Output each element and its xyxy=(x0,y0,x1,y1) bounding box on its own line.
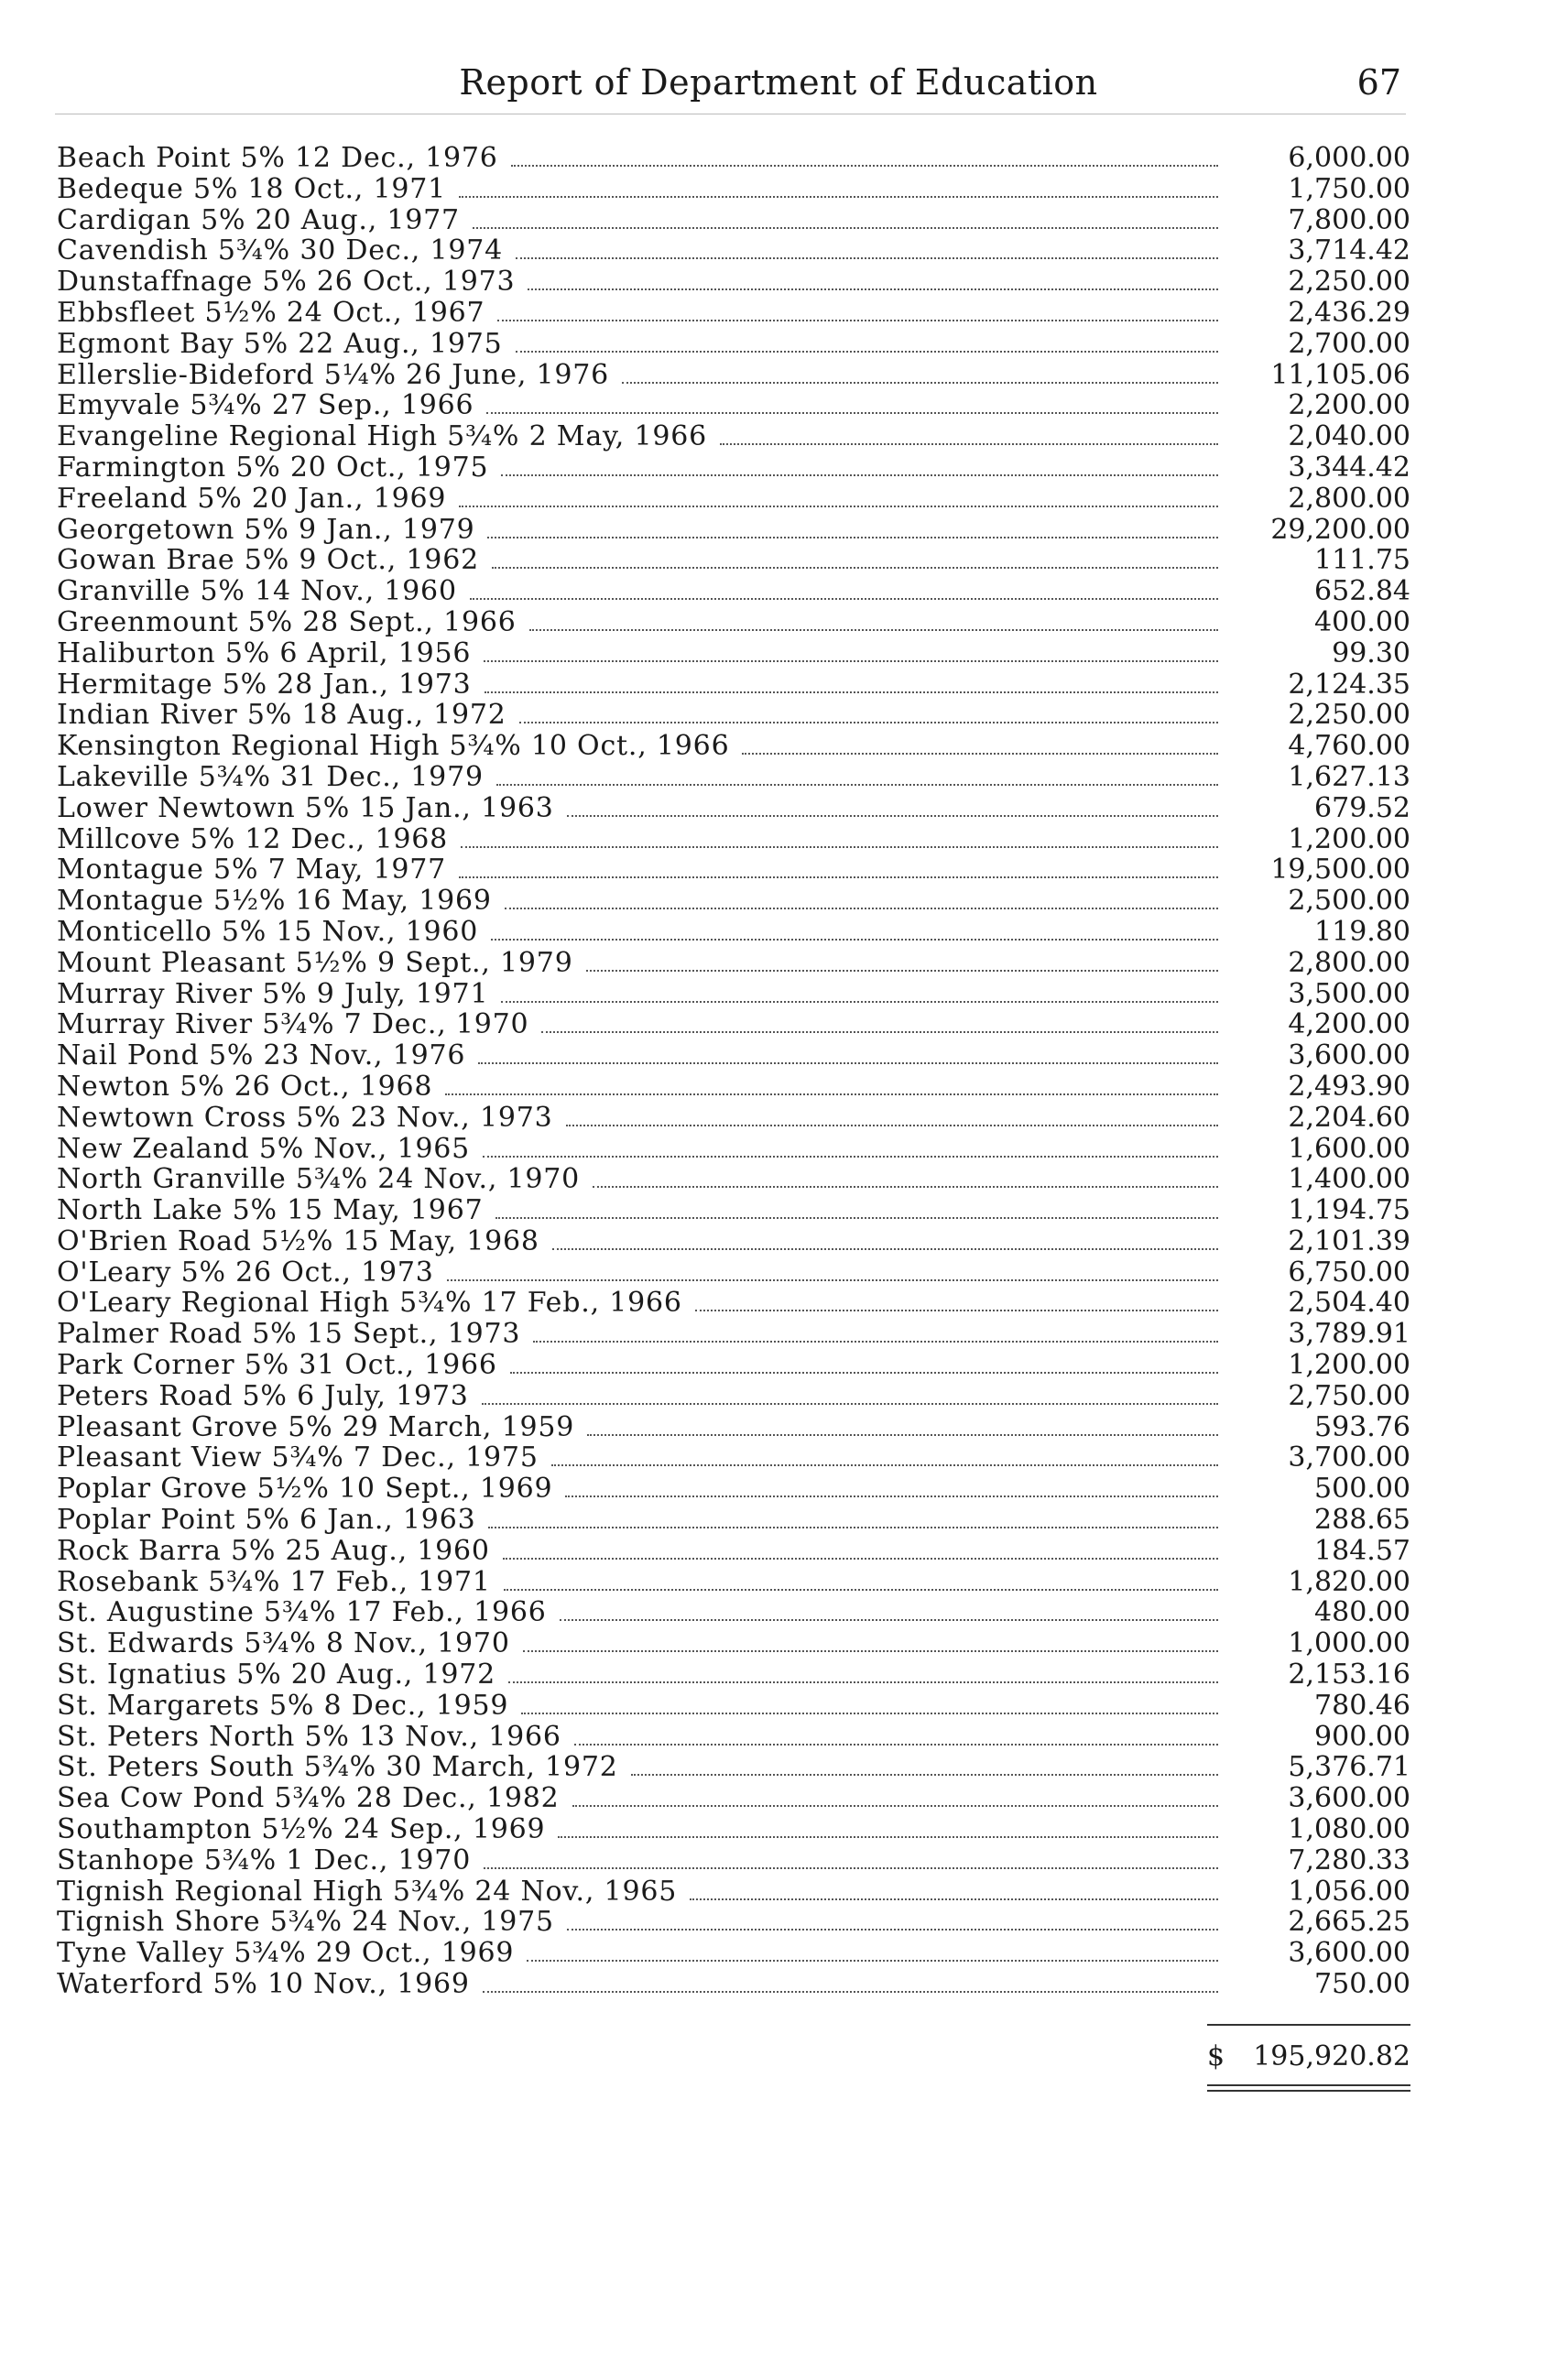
dot-leader xyxy=(483,1156,1218,1158)
entry-amount: 1,600.00 xyxy=(1288,1132,1410,1165)
entry-label: St. Peters South 5¾% 30 March, 1972 xyxy=(57,1751,618,1784)
dot-leader xyxy=(720,443,1218,445)
list-item xyxy=(57,1319,1410,1350)
list-item xyxy=(57,1597,1410,1628)
entry-label: Millcove 5% 12 Dec., 1968 xyxy=(57,822,449,855)
entry-label: Mount Pleasant 5½% 9 Sept., 1979 xyxy=(57,946,573,979)
list-item xyxy=(57,1722,1410,1753)
page-title: Report of Department of Education xyxy=(459,62,1098,103)
entry-label: Park Corner 5% 31 Oct., 1966 xyxy=(57,1349,497,1382)
entry-amount: 780.46 xyxy=(1314,1689,1410,1722)
entry-amount: 652.84 xyxy=(1314,575,1410,608)
list-item xyxy=(57,1164,1410,1195)
list-item xyxy=(57,1536,1410,1567)
entry-label: Greenmount 5% 28 Sept., 1966 xyxy=(57,605,517,638)
dot-leader xyxy=(527,1960,1218,1962)
list-item xyxy=(57,298,1410,329)
list-item xyxy=(57,360,1410,391)
dot-leader xyxy=(572,1805,1218,1807)
entry-amount: 119.80 xyxy=(1314,915,1410,948)
entry-label: Dunstaffnage 5% 26 Oct., 1973 xyxy=(57,266,516,299)
entry-label: Egmont Bay 5% 22 Aug., 1975 xyxy=(57,327,503,360)
total-amount: 195,920.82 xyxy=(1253,2040,1410,2072)
entry-amount: 3,700.00 xyxy=(1288,1441,1410,1474)
entry-amount: 2,665.25 xyxy=(1288,1906,1410,1939)
entry-amount: 6,750.00 xyxy=(1288,1256,1410,1289)
entry-amount: 750.00 xyxy=(1314,1968,1410,2001)
list-item xyxy=(57,1938,1410,1969)
list-item xyxy=(57,421,1410,452)
list-item xyxy=(57,1783,1410,1814)
list-item xyxy=(57,979,1410,1010)
dot-leader xyxy=(560,1619,1218,1621)
dot-leader xyxy=(558,1836,1218,1838)
entry-label: Peters Road 5% 6 July, 1973 xyxy=(57,1379,469,1412)
list-item xyxy=(57,1226,1410,1257)
dot-leader xyxy=(459,196,1218,198)
list-item xyxy=(57,1103,1410,1134)
list-item xyxy=(57,1071,1410,1103)
dot-leader xyxy=(503,1558,1218,1560)
entry-label: St. Augustine 5¾% 17 Feb., 1966 xyxy=(57,1596,547,1629)
entry-amount: 1,200.00 xyxy=(1288,1349,1410,1382)
entry-label: Kensington Regional High 5¾% 10 Oct., 1966 xyxy=(57,730,730,763)
dot-leader xyxy=(485,691,1218,693)
entry-amount: 2,700.00 xyxy=(1288,327,1410,360)
list-item xyxy=(57,1288,1410,1319)
entry-amount: 1,194.75 xyxy=(1288,1194,1410,1227)
entry-amount: 7,800.00 xyxy=(1288,203,1410,236)
dot-leader xyxy=(483,1991,1218,1993)
dot-leader xyxy=(459,506,1218,507)
list-item xyxy=(57,854,1410,886)
entry-label: Lower Newtown 5% 15 Jan., 1963 xyxy=(57,791,554,824)
entry-label: Ebbsfleet 5½% 24 Oct., 1967 xyxy=(57,296,485,329)
entry-label: Georgetown 5% 9 Jan., 1979 xyxy=(57,513,475,546)
entry-amount: 7,280.33 xyxy=(1288,1844,1410,1876)
entry-label: Poplar Grove 5½% 10 Sept., 1969 xyxy=(57,1473,553,1506)
list-item xyxy=(57,1505,1410,1536)
page-number: 67 xyxy=(1356,62,1401,103)
total-row xyxy=(1207,2039,1410,2075)
entry-amount: 1,820.00 xyxy=(1288,1565,1410,1598)
entry-amount: 3,789.91 xyxy=(1288,1318,1410,1351)
dot-leader xyxy=(533,1341,1218,1343)
entry-label: O'Brien Road 5½% 15 May, 1968 xyxy=(57,1224,539,1257)
list-item xyxy=(57,638,1410,669)
dot-leader xyxy=(541,1031,1218,1033)
dot-leader xyxy=(473,227,1218,229)
entry-label: Indian River 5% 18 Aug., 1972 xyxy=(57,699,506,732)
entry-label: St. Ignatius 5% 20 Aug., 1972 xyxy=(57,1659,496,1691)
list-item xyxy=(57,1350,1410,1381)
entry-label: Ellerslie-Bideford 5¼% 26 June, 1976 xyxy=(57,358,610,391)
entry-amount: 1,750.00 xyxy=(1288,172,1410,205)
dot-leader xyxy=(516,257,1218,259)
entry-amount: 29,200.00 xyxy=(1270,513,1410,546)
entry-label: Newton 5% 26 Oct., 1968 xyxy=(57,1070,433,1103)
list-item xyxy=(57,1969,1410,2000)
entry-amount: 1,000.00 xyxy=(1288,1627,1410,1660)
entry-amount: 5,376.71 xyxy=(1288,1751,1410,1784)
entry-label: Lakeville 5¾% 31 Dec., 1979 xyxy=(57,760,484,793)
dot-leader xyxy=(495,1217,1218,1219)
list-item xyxy=(57,1381,1410,1412)
dot-leader xyxy=(508,1681,1218,1683)
list-item xyxy=(57,669,1410,701)
entry-label: Newtown Cross 5% 23 Nov., 1973 xyxy=(57,1101,553,1134)
entry-amount: 1,080.00 xyxy=(1288,1813,1410,1846)
entry-amount: 4,760.00 xyxy=(1288,730,1410,763)
entry-amount: 2,124.35 xyxy=(1288,668,1410,701)
dot-leader xyxy=(529,629,1218,631)
dot-leader xyxy=(631,1774,1218,1776)
entry-label: Bedeque 5% 18 Oct., 1971 xyxy=(57,172,447,205)
dot-leader xyxy=(566,1125,1218,1126)
entry-amount: 288.65 xyxy=(1314,1504,1410,1537)
list-item xyxy=(57,1257,1410,1289)
entry-label: St. Peters North 5% 13 Nov., 1966 xyxy=(57,1720,561,1753)
entry-label: Southampton 5½% 24 Sep., 1969 xyxy=(57,1813,546,1846)
entry-amount: 2,040.00 xyxy=(1288,420,1410,453)
list-item xyxy=(57,515,1410,546)
entry-amount: 400.00 xyxy=(1314,605,1410,638)
dot-leader xyxy=(484,1867,1218,1869)
entry-amount: 99.30 xyxy=(1332,636,1410,669)
dot-leader xyxy=(622,382,1218,384)
dot-leader xyxy=(478,1062,1218,1064)
list-item xyxy=(57,1442,1410,1474)
entry-amount: 19,500.00 xyxy=(1270,854,1410,886)
list-item xyxy=(57,266,1410,298)
dot-leader xyxy=(501,474,1218,476)
entry-amount: 2,750.00 xyxy=(1288,1379,1410,1412)
dot-leader xyxy=(492,567,1218,569)
entry-amount: 2,500.00 xyxy=(1288,885,1410,918)
entry-label: Palmer Road 5% 15 Sept., 1973 xyxy=(57,1318,521,1351)
entry-label: Cavendish 5¾% 30 Dec., 1974 xyxy=(57,234,503,267)
list-item xyxy=(57,917,1410,948)
dot-leader xyxy=(504,1589,1218,1591)
dot-leader xyxy=(488,1527,1218,1528)
page-header xyxy=(55,55,1401,110)
dot-leader xyxy=(497,320,1218,321)
entry-label: Tyne Valley 5¾% 29 Oct., 1969 xyxy=(57,1937,515,1970)
dot-leader xyxy=(511,165,1218,167)
total-double-rule xyxy=(1207,2084,1410,2092)
dot-leader xyxy=(574,1744,1218,1746)
entry-label: Monticello 5% 15 Nov., 1960 xyxy=(57,915,479,948)
entry-amount: 900.00 xyxy=(1314,1720,1410,1753)
list-item xyxy=(57,1814,1410,1845)
entry-amount: 2,493.90 xyxy=(1288,1070,1410,1103)
entry-label: Tignish Shore 5¾% 24 Nov., 1975 xyxy=(57,1906,554,1939)
entry-label: Hermitage 5% 28 Jan., 1973 xyxy=(57,668,472,701)
entry-label: Haliburton 5% 6 April, 1956 xyxy=(57,636,472,669)
entry-label: Nail Pond 5% 23 Nov., 1976 xyxy=(57,1039,466,1072)
entry-label: Cardigan 5% 20 Aug., 1977 xyxy=(57,203,460,236)
list-item xyxy=(57,1691,1410,1722)
dot-leader xyxy=(586,970,1218,972)
total-rule xyxy=(1207,2024,1410,2026)
entry-label: Granville 5% 14 Nov., 1960 xyxy=(57,575,457,608)
entry-label: Stanhope 5¾% 1 Dec., 1970 xyxy=(57,1844,472,1876)
entry-amount: 2,436.29 xyxy=(1288,296,1410,329)
entry-amount: 1,627.13 xyxy=(1288,760,1410,793)
dot-leader xyxy=(491,939,1218,941)
list-item xyxy=(57,329,1410,360)
entry-amount: 593.76 xyxy=(1314,1410,1410,1443)
list-item xyxy=(57,1412,1410,1443)
list-item xyxy=(57,824,1410,855)
entry-label: St. Margarets 5% 8 Dec., 1959 xyxy=(57,1689,509,1722)
entry-amount: 6,000.00 xyxy=(1288,142,1410,174)
entry-label: Sea Cow Pond 5¾% 28 Dec., 1982 xyxy=(57,1782,560,1815)
entry-label: Pleasant Grove 5% 29 March, 1959 xyxy=(57,1410,575,1443)
entry-label: North Lake 5% 15 May, 1967 xyxy=(57,1194,484,1227)
list-item xyxy=(57,1752,1410,1783)
total-currency: $ xyxy=(1207,2040,1225,2072)
entry-amount: 184.57 xyxy=(1314,1534,1410,1567)
entry-amount: 2,250.00 xyxy=(1288,266,1410,299)
dot-leader xyxy=(505,908,1218,909)
list-item xyxy=(57,1040,1410,1071)
dot-leader xyxy=(528,288,1218,290)
entry-amount: 3,714.42 xyxy=(1288,234,1410,267)
list-item xyxy=(57,700,1410,731)
list-item xyxy=(57,1628,1410,1659)
entry-label: Poplar Point 5% 6 Jan., 1963 xyxy=(57,1504,476,1537)
entry-label: Tignish Regional High 5¾% 24 Nov., 1965 xyxy=(57,1875,678,1908)
dot-leader xyxy=(567,815,1218,817)
list-item xyxy=(57,607,1410,638)
list-item xyxy=(57,1195,1410,1226)
entry-label: Murray River 5¾% 7 Dec., 1970 xyxy=(57,1008,529,1041)
dot-leader xyxy=(501,1001,1218,1003)
entry-amount: 500.00 xyxy=(1314,1473,1410,1506)
list-item xyxy=(57,793,1410,824)
entry-amount: 4,200.00 xyxy=(1288,1008,1410,1041)
entry-label: Evangeline Regional High 5¾% 2 May, 1966 xyxy=(57,420,707,453)
entry-amount: 480.00 xyxy=(1314,1596,1410,1629)
entry-amount: 2,153.16 xyxy=(1288,1659,1410,1691)
entry-amount: 11,105.06 xyxy=(1270,358,1410,391)
entry-amount: 3,600.00 xyxy=(1288,1782,1410,1815)
dot-leader xyxy=(461,846,1218,848)
entry-amount: 3,600.00 xyxy=(1288,1039,1410,1072)
entry-amount: 2,101.39 xyxy=(1288,1224,1410,1257)
list-item xyxy=(57,576,1410,607)
dot-leader xyxy=(487,537,1218,538)
dot-leader xyxy=(496,784,1218,786)
list-item xyxy=(57,1134,1410,1165)
list-item xyxy=(57,174,1410,205)
dot-leader xyxy=(587,1434,1218,1436)
entry-amount: 111.75 xyxy=(1314,544,1410,577)
entry-amount: 2,204.60 xyxy=(1288,1101,1410,1134)
entry-label: Waterford 5% 10 Nov., 1969 xyxy=(57,1968,470,2001)
dot-leader xyxy=(486,412,1218,414)
entry-label: Rock Barra 5% 25 Aug., 1960 xyxy=(57,1534,490,1567)
list-item xyxy=(57,1876,1410,1908)
dot-leader xyxy=(521,1713,1218,1714)
dot-leader xyxy=(459,876,1218,878)
entry-amount: 2,504.40 xyxy=(1288,1287,1410,1320)
entry-label: St. Edwards 5¾% 8 Nov., 1970 xyxy=(57,1627,510,1660)
list-item xyxy=(57,1845,1410,1876)
dot-leader xyxy=(567,1929,1218,1931)
dot-leader xyxy=(690,1898,1218,1900)
list-item xyxy=(57,390,1410,421)
debenture-list xyxy=(57,143,1410,2000)
list-item xyxy=(57,452,1410,484)
dot-leader xyxy=(565,1495,1218,1497)
entry-amount: 2,250.00 xyxy=(1288,699,1410,732)
entry-label: Montague 5% 7 May, 1977 xyxy=(57,854,446,886)
dot-leader xyxy=(447,1279,1218,1281)
list-item xyxy=(57,205,1410,236)
dot-leader xyxy=(523,1650,1218,1652)
dot-leader xyxy=(484,660,1218,662)
list-item xyxy=(57,1567,1410,1598)
entry-label: Freeland 5% 20 Jan., 1969 xyxy=(57,482,447,515)
entry-label: Murray River 5% 9 July, 1971 xyxy=(57,977,489,1010)
dot-leader xyxy=(593,1186,1218,1188)
entry-label: Farmington 5% 20 Oct., 1975 xyxy=(57,451,489,484)
list-item xyxy=(57,235,1410,266)
entry-amount: 1,200.00 xyxy=(1288,822,1410,855)
dot-leader xyxy=(695,1310,1218,1311)
dot-leader xyxy=(552,1248,1218,1250)
list-item xyxy=(57,1474,1410,1505)
entry-label: North Granville 5¾% 24 Nov., 1970 xyxy=(57,1163,581,1196)
list-item xyxy=(57,1907,1410,1938)
entry-label: O'Leary 5% 26 Oct., 1973 xyxy=(57,1256,434,1289)
entry-amount: 2,800.00 xyxy=(1288,946,1410,979)
entry-amount: 3,500.00 xyxy=(1288,977,1410,1010)
entry-label: Pleasant View 5¾% 7 Dec., 1975 xyxy=(57,1441,539,1474)
list-item xyxy=(57,886,1410,917)
list-item xyxy=(57,484,1410,515)
dot-leader xyxy=(551,1464,1218,1466)
list-item xyxy=(57,545,1410,576)
dot-leader xyxy=(470,598,1218,600)
entry-label: O'Leary Regional High 5¾% 17 Feb., 1966 xyxy=(57,1287,682,1320)
entry-label: Beach Point 5% 12 Dec., 1976 xyxy=(57,142,498,174)
entry-label: Emyvale 5¾% 27 Sep., 1966 xyxy=(57,389,474,422)
entry-amount: 3,344.42 xyxy=(1288,451,1410,484)
entry-amount: 3,600.00 xyxy=(1288,1937,1410,1970)
dot-leader xyxy=(519,722,1218,723)
dot-leader xyxy=(482,1403,1218,1405)
entry-amount: 2,200.00 xyxy=(1288,389,1410,422)
dot-leader xyxy=(516,351,1218,353)
entry-label: Montague 5½% 16 May, 1969 xyxy=(57,885,492,918)
list-item xyxy=(57,948,1410,979)
entry-amount: 679.52 xyxy=(1314,791,1410,824)
entry-amount: 1,056.00 xyxy=(1288,1875,1410,1908)
entry-label: Rosebank 5¾% 17 Feb., 1971 xyxy=(57,1565,491,1598)
list-item xyxy=(57,143,1410,174)
list-item xyxy=(57,1659,1410,1691)
list-item xyxy=(57,731,1410,762)
list-item xyxy=(57,762,1410,793)
entry-amount: 2,800.00 xyxy=(1288,482,1410,515)
dot-leader xyxy=(445,1093,1218,1095)
dot-leader xyxy=(742,753,1218,755)
list-item xyxy=(57,1009,1410,1040)
dot-leader xyxy=(510,1372,1218,1374)
entry-label: New Zealand 5% Nov., 1965 xyxy=(57,1132,471,1165)
entry-amount: 1,400.00 xyxy=(1288,1163,1410,1196)
entry-label: Gowan Brae 5% 9 Oct., 1962 xyxy=(57,544,479,577)
